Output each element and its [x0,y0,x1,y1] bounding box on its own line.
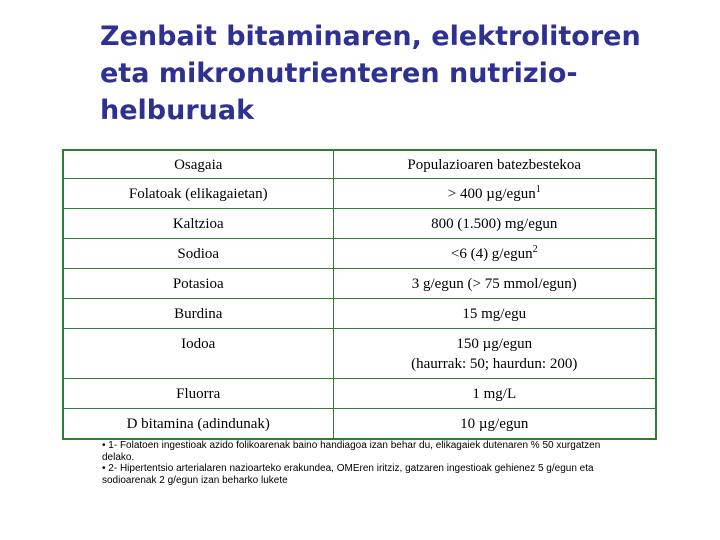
title-line-3: helburuak [100,95,255,126]
cell-value [333,209,656,239]
cell-value-text [338,184,652,204]
value-main: 800 (1.500) mg/egun [431,216,558,232]
footnote-2: • 2- Hipertentsio arterialaren nazioarteko erakundea, OMEren iritziz, gatzaren ingestioak gehienez 5 g/egun eta sodioarenak 2 g/egun izan beharko lukete [102,463,594,486]
nutrient-goals-table [62,149,657,440]
cell-component: Fluorra [63,379,333,409]
table-row [63,379,656,409]
footnote-marker: 2 [532,244,538,255]
cell-value-text [338,244,652,264]
cell-component: Iodoa [63,329,333,379]
cell-value [333,299,656,329]
cell-value-text [338,214,652,234]
cell-component: Sodioa [63,239,333,269]
cell-value [333,179,656,209]
header-population-average: Populazioaren batezbestekoa [333,150,656,179]
cell-value [333,269,656,299]
cell-value [333,379,656,409]
table-row [63,299,656,329]
cell-component: Folatoak (elikagaietan) [63,179,333,209]
cell-value [333,409,656,440]
cell-value [333,329,656,379]
cell-value-text [338,334,652,354]
table-header-row [63,150,656,179]
cell-value-text [338,414,652,434]
cell-component: Kaltzioa [63,209,333,239]
cell-value-text [338,384,652,404]
table-row [63,409,656,440]
table-row [63,209,656,239]
cell-value-text [338,274,652,294]
value-main: > 400 µg/egun [447,186,536,202]
footnote-marker: 1 [535,184,541,195]
table-row [63,179,656,209]
cell-component: Potasioa [63,269,333,299]
value-main: 10 µg/egun [460,416,529,432]
cell-component: Burdina [63,299,333,329]
value-main: 1 mg/L [472,386,517,402]
cell-value [333,239,656,269]
footnote-1: • 1- Folatoen ingestioak azido folikoarenak baino handiagoa izan behar du, elikagaiek dutenaren % 50 xurgatzen delako. [102,440,601,463]
value-main: <6 (4) g/egun [450,246,533,262]
title-line-1: Zenbait bitaminaren, elektrolitoren [100,21,641,52]
slide-title [100,18,700,129]
footnotes [102,440,602,486]
table-row [63,239,656,269]
value-main: 15 mg/egu [462,306,527,322]
cell-component: D bitamina (adindunak) [63,409,333,440]
header-component: Osagaia [63,150,333,179]
title-line-2: eta mikronutrienteren nutrizio- [100,58,578,89]
cell-value-text [338,304,652,324]
table-row [63,329,656,379]
value-main: 150 µg/egun [456,336,533,352]
value-second-line: (haurrak: 50; haurdun: 200) [411,356,578,372]
value-main: 3 g/egun (> 75 mmol/egun) [411,276,577,292]
table-row [63,269,656,299]
